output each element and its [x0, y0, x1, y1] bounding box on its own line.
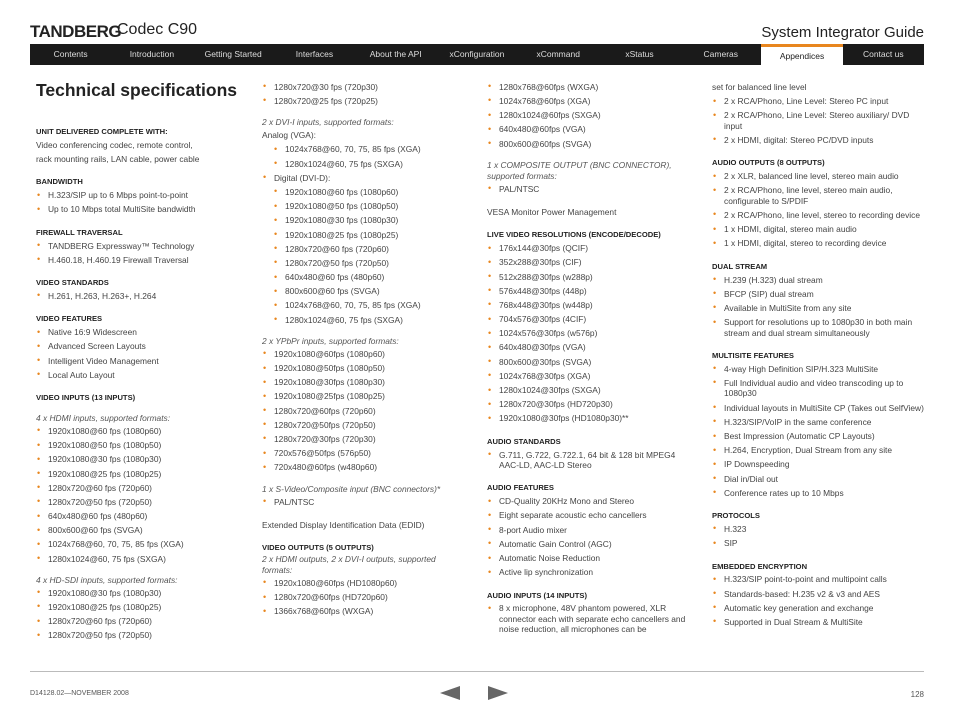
- spec-list-item: • H.323/SIP point-to-point and multipoint calls: [712, 573, 924, 587]
- spec-text: Extended Display Identification Data (EDID): [262, 519, 425, 530]
- spec-list-item: • Conference rates up to 10 Mbps: [712, 486, 924, 500]
- spec-list: [712, 273, 924, 340]
- spec-list-item: • 1024x768@60, 70, 75, 85 fps (XGA): [262, 143, 462, 157]
- spec-list-item: • PAL/NTSC: [487, 182, 692, 196]
- nav-tab-appendices[interactable]: Appendices: [761, 44, 842, 65]
- page-header: [0, 0, 954, 44]
- spec-list: [36, 188, 241, 216]
- spec-list: [262, 171, 462, 185]
- format-subheading: 2 x HDMI outputs, 2 x DVI-I outputs, supported formats:: [262, 554, 436, 576]
- document-number: D14128.02—NOVEMBER 2008: [30, 690, 129, 697]
- spec-list-item: • 640x480@30fps (VGA): [487, 341, 692, 355]
- spec-list: [487, 182, 692, 196]
- spec-list: [487, 494, 692, 579]
- spec-list-item: • 1280x720@50 fps (720p50): [36, 495, 241, 509]
- spec-list-item: • 512x288@30fps (w288p): [487, 270, 692, 284]
- spec-text: Video conferencing codec, remote control,: [36, 140, 193, 150]
- spec-list-item: • 1920x1080@25 fps (1080p25): [262, 228, 462, 242]
- spec-list-item: • Standards-based: H.235 v2 & v3 and AES: [712, 587, 924, 601]
- spec-list-item: • Best Impression (Automatic CP Layouts): [712, 429, 924, 443]
- spec-list-item: • 576x448@30fps (448p): [487, 284, 692, 298]
- spec-list-item: • 1280x1024@60fps (SXGA): [487, 108, 692, 122]
- section-heading: VIDEO FEATURES: [36, 314, 103, 324]
- spec-list-item: • BFCP (SIP) dual stream: [712, 287, 924, 301]
- spec-list: [36, 325, 241, 382]
- spec-list-item: • 1280x720@50fps (720p50): [262, 418, 462, 432]
- spec-list-item: • 1920x1080@30 fps (1080p30): [36, 586, 241, 600]
- spec-list-item: • 1920x1080@60fps (HD1080p60): [262, 576, 462, 590]
- spec-list-item: • 2 x XLR, balanced line level, stereo main audio: [712, 169, 924, 183]
- spec-list-item: • 8 x microphone, 48V phantom powered, XLR connector each with separate echo cancellers and noise reduction, all microphones can be: [487, 602, 692, 637]
- spec-list-item: • TANDBERG Expressway™ Technology: [36, 239, 241, 253]
- spec-list-item: • 2 x RCA/Phono, Line Level: Stereo auxiliary/ DVD input: [712, 108, 924, 133]
- format-subheading: 1 x COMPOSITE OUTPUT (BNC CONNECTOR), supported formats:: [487, 159, 672, 181]
- spec-column-1: [36, 125, 241, 643]
- spec-list-item: • 1920x1080@30 fps (1080p30): [262, 214, 462, 228]
- spec-list-item: • Available in MultiSite from any site: [712, 301, 924, 315]
- nav-tab-about-the-api[interactable]: About the API: [369, 49, 422, 59]
- spec-list-item: • 720x480@60fps (w480p60): [262, 461, 462, 475]
- spec-list-item: • 1920x1080@25fps (1080p25): [262, 390, 462, 404]
- spec-list-item: • 1280x720@60 fps (720p60): [262, 242, 462, 256]
- section-heading: FIREWALL TRAVERSAL: [36, 227, 123, 237]
- spec-list-item: • 720x576@50fps (576p50): [262, 446, 462, 460]
- spec-list-item: • 640x480@60 fps (480p60): [36, 509, 241, 523]
- format-subheading: 2 x DVI-I inputs, supported formats:: [262, 117, 394, 128]
- spec-list-item: • 1920x1080@60 fps (1080p60): [262, 185, 462, 199]
- spec-list-item: • Dial in/Dial out: [712, 472, 924, 486]
- section-heading: AUDIO OUTPUTS (8 OUTPUTS): [712, 158, 825, 168]
- spec-list: [36, 289, 241, 303]
- spec-list: [712, 169, 924, 250]
- spec-list-item: • 2 x RCA/Phono, line level, stereo to recording device: [712, 208, 924, 222]
- spec-list-item: • H.323/SIP up to 6 Mbps point-to-point: [36, 188, 241, 202]
- spec-text: Analog (VGA):: [262, 130, 316, 141]
- footer-divider: [30, 671, 924, 672]
- spec-list-item: • 1280x1024@30fps (SXGA): [487, 383, 692, 397]
- spec-list: [487, 602, 692, 637]
- spec-list-item: • Up to 10 Mbps total MultiSite bandwidth: [36, 203, 241, 217]
- page-number: 128: [910, 690, 924, 699]
- spec-list-item: • 1280x720@25 fps (720p25): [262, 94, 462, 108]
- spec-list-item: • 1280x720@60fps (HD720p60): [262, 590, 462, 604]
- spec-column-4: [712, 80, 924, 629]
- spec-list-item: • IP Downspeeding: [712, 458, 924, 472]
- top-navigation: [30, 44, 924, 65]
- spec-list: [36, 239, 241, 267]
- next-page-arrow-icon[interactable]: [488, 686, 508, 700]
- spec-list-item: • Automatic Noise Reduction: [487, 551, 692, 565]
- spec-list-item: • 2 x HDMI, digital: Stereo PC/DVD inputs: [712, 133, 924, 147]
- spec-list-item: • 1920x1080@60 fps (1080p60): [36, 424, 241, 438]
- spec-text: rack mounting rails, LAN cable, power cable: [36, 154, 200, 165]
- brand-logo: TANDBERG: [30, 22, 122, 41]
- nav-tab-cameras[interactable]: Cameras: [703, 49, 738, 59]
- spec-list-item: • 1024x768@60, 70, 75, 85 fps (XGA): [262, 299, 462, 313]
- section-heading: VIDEO INPUTS (13 INPUTS): [36, 393, 136, 403]
- spec-list-item: • 640x480@60fps (VGA): [487, 123, 692, 137]
- spec-list-item: • Individual layouts in MultiSite CP (Takes out SelfView): [712, 401, 924, 415]
- spec-list-item: • 1024x576@30fps (w576p): [487, 326, 692, 340]
- spec-list-item: • Support for resolutions up to 1080p30 in both main stream and dual stream simultaneously: [712, 315, 924, 340]
- spec-list-item: • 176x144@30fps (QCIF): [487, 241, 692, 255]
- spec-list-item: • 2 x RCA/Phono, line level, stereo main audio, configurable to S/PDIF: [712, 183, 924, 208]
- spec-list: [262, 495, 462, 509]
- spec-list-item: • Automatic key generation and exchange: [712, 601, 924, 615]
- nav-tab-interfaces[interactable]: Interfaces: [295, 49, 334, 59]
- spec-text: set for balanced line level: [712, 82, 807, 92]
- spec-list-item: • 1280x720@60fps (720p60): [262, 404, 462, 418]
- spec-list-item: • 1920x1080@60fps (1080p60): [262, 347, 462, 361]
- spec-list-item: • Advanced Screen Layouts: [36, 340, 241, 354]
- spec-list-item: • 1024x768@60, 70, 75, 85 fps (XGA): [36, 538, 241, 552]
- spec-list-item: • 768x448@30fps (w448p): [487, 298, 692, 312]
- spec-list-item: • 1920x1080@25 fps (1080p25): [36, 600, 241, 614]
- spec-list: [262, 185, 462, 327]
- nav-tab-xcommand[interactable]: xCommand: [536, 49, 580, 59]
- spec-list: [36, 586, 241, 643]
- spec-list-item: • H.264, Encryption, Dual Stream from any site: [712, 443, 924, 457]
- guide-title: System Integrator Guide: [761, 24, 924, 41]
- nav-tab-xstatus[interactable]: xStatus: [625, 49, 654, 59]
- spec-list-item: • 800x600@60 fps (SVGA): [262, 284, 462, 298]
- format-subheading: 4 x HDMI inputs, supported formats:: [36, 413, 171, 424]
- spec-list-item: • Automatic Gain Control (AGC): [487, 537, 692, 551]
- spec-list: [712, 94, 924, 147]
- spec-list-item: • 1280x1024@60, 75 fps (SXGA): [262, 157, 462, 171]
- section-heading: BANDWIDTH: [36, 177, 83, 187]
- section-heading: UNIT DELIVERED COMPLETE WITH:: [36, 127, 168, 136]
- spec-list: [262, 576, 462, 619]
- spec-list: [487, 241, 692, 425]
- spec-list: [36, 424, 241, 566]
- section-heading: VIDEO STANDARDS: [36, 278, 109, 288]
- spec-list-item: • 1280x720@30 fps (720p30): [262, 80, 462, 94]
- nav-tab-introduction[interactable]: Introduction: [129, 49, 175, 59]
- section-heading: VIDEO OUTPUTS (5 OUTPUTS): [262, 543, 374, 553]
- section-heading: MULTISITE FEATURES: [712, 350, 794, 360]
- spec-list-item: • 1920x1080@50fps (1080p50): [262, 361, 462, 375]
- spec-list-item: • Digital (DVI-D):: [262, 171, 462, 185]
- format-subheading: 1 x S-Video/Composite input (BNC connectors)*: [262, 483, 441, 494]
- spec-list-item: • 1024x768@60fps (XGA): [487, 94, 692, 108]
- spec-list-item: • 1920x1080@30 fps (1080p30): [36, 452, 241, 466]
- spec-list-item: • 1920x1080@50 fps (1080p50): [262, 199, 462, 213]
- spec-list-item: • G.711, G.722, G.722.1, 64 bit & 128 bit MPEG4 AAC-LD, AAC-LD Stereo: [487, 448, 692, 473]
- spec-list-item: • 1280x1024@60, 75 fps (SXGA): [36, 552, 241, 566]
- spec-list-item: • 800x600@60fps (SVGA): [487, 137, 692, 151]
- spec-list-item: • Intelligent Video Management: [36, 354, 241, 368]
- spec-list-item: • 1024x768@30fps (XGA): [487, 369, 692, 383]
- spec-list-item: • 1280x720@50 fps (720p50): [36, 629, 241, 643]
- spec-list-item: • 1280x720@30fps (720p30): [262, 432, 462, 446]
- spec-list-item: • 1280x720@30fps (HD720p30): [487, 397, 692, 411]
- spec-list-item: • 1280x1024@60, 75 fps (SXGA): [262, 313, 462, 327]
- spec-list-item: • 1 x HDMI, digital, stereo main audio: [712, 222, 924, 236]
- nav-tab-contact-us[interactable]: Contact us: [862, 49, 904, 59]
- spec-list-item: • CD-Quality 20KHz Mono and Stereo: [487, 494, 692, 508]
- page-title: Technical specifications: [36, 80, 237, 100]
- spec-list-item: • 1366x768@60fps (WXGA): [262, 604, 462, 618]
- spec-list-item: • Native 16:9 Widescreen: [36, 325, 241, 339]
- spec-list-item: • SIP: [712, 536, 924, 550]
- product-name: Codec C90: [117, 21, 198, 38]
- section-heading: AUDIO INPUTS (14 INPUTS): [487, 590, 587, 600]
- spec-text: VESA Monitor Power Management: [487, 207, 617, 218]
- section-heading: DUAL STREAM: [712, 261, 768, 271]
- spec-list-item: • 800x600@60 fps (SVGA): [36, 523, 241, 537]
- spec-list-item: • PAL/NTSC: [262, 495, 462, 509]
- spec-list-item: • 1920x1080@25 fps (1080p25): [36, 467, 241, 481]
- spec-list: [487, 448, 692, 473]
- spec-list-item: • 1 x HDMI, digital, stereo to recording device: [712, 237, 924, 251]
- spec-list-item: • 1920x1080@30fps (HD1080p30)**: [487, 412, 692, 426]
- format-subheading: 4 x HD-SDI inputs, supported formats:: [36, 574, 178, 585]
- spec-list-item: • 1280x768@60fps (WXGA): [487, 80, 692, 94]
- spec-column-3: [487, 80, 692, 637]
- section-heading: EMBEDDED ENCRYPTION: [712, 561, 808, 571]
- spec-list: [712, 573, 924, 630]
- previous-page-arrow-icon[interactable]: [440, 686, 460, 700]
- spec-list: [712, 362, 924, 500]
- nav-tab-xconfiguration[interactable]: xConfiguration: [449, 49, 505, 59]
- section-heading: LIVE VIDEO RESOLUTIONS (ENCODE/DECODE): [487, 230, 661, 240]
- spec-list-item: • H.323/SIP/VoIP in the same conference: [712, 415, 924, 429]
- spec-list-item: • 4-way High Definition SIP/H.323 MultiSite: [712, 362, 924, 376]
- nav-tab-getting-started[interactable]: Getting Started: [204, 49, 262, 59]
- section-heading: PROTOCOLS: [712, 511, 760, 521]
- spec-list-item: • 1920x1080@30fps (1080p30): [262, 375, 462, 389]
- spec-list-item: • 640x480@60 fps (480p60): [262, 270, 462, 284]
- spec-list: [712, 522, 924, 550]
- spec-list: [262, 80, 462, 108]
- spec-list-item: • Supported in Dual Stream & MultiSite: [712, 615, 924, 629]
- spec-column-2: [262, 80, 462, 619]
- spec-list-item: • 2 x RCA/Phono, Line Level: Stereo PC input: [712, 94, 924, 108]
- spec-list-item: • 704x576@30fps (4CIF): [487, 312, 692, 326]
- section-heading: AUDIO FEATURES: [487, 483, 554, 493]
- spec-list: [487, 80, 692, 151]
- spec-list-item: • 1280x720@50 fps (720p50): [262, 256, 462, 270]
- spec-list: [262, 347, 462, 475]
- spec-list-item: • 1920x1080@50 fps (1080p50): [36, 438, 241, 452]
- spec-list-item: • 352x288@30fps (CIF): [487, 256, 692, 270]
- spec-list-item: • 1280x720@60 fps (720p60): [36, 481, 241, 495]
- spec-list-item: • H.239 (H.323) dual stream: [712, 273, 924, 287]
- format-subheading: 2 x YPbPr inputs, supported formats:: [262, 336, 399, 347]
- nav-tab-contents[interactable]: Contents: [53, 49, 88, 59]
- spec-list-item: • H.261, H.263, H.263+, H.264: [36, 289, 241, 303]
- spec-list-item: • 8-port Audio mixer: [487, 523, 692, 537]
- section-heading: AUDIO STANDARDS: [487, 436, 561, 446]
- spec-list-item: • H.323: [712, 522, 924, 536]
- spec-list-item: • H.460.18, H.460.19 Firewall Traversal: [36, 253, 241, 267]
- spec-list-item: • Active lip synchronization: [487, 565, 692, 579]
- spec-list-item: • Eight separate acoustic echo cancellers: [487, 509, 692, 523]
- spec-list-item: • Local Auto Layout: [36, 368, 241, 382]
- spec-list: [262, 143, 462, 171]
- spec-list-item: • 800x600@30fps (SVGA): [487, 355, 692, 369]
- spec-list-item: • Full Individual audio and video transcoding up to 1080p30: [712, 376, 924, 401]
- spec-list-item: • 1280x720@60 fps (720p60): [36, 614, 241, 628]
